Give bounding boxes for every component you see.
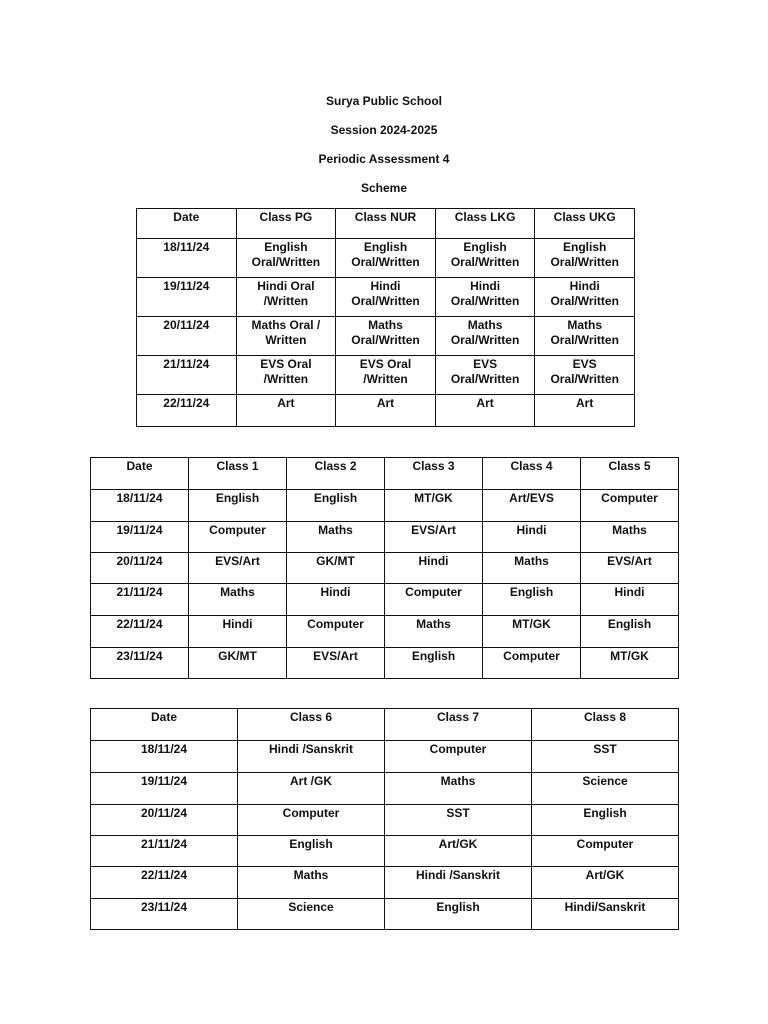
table-row [91, 805, 679, 836]
subject-cell: EVS/Art [189, 553, 287, 584]
date-cell: 22/11/24 [91, 867, 238, 899]
date-cell: 19/11/24 [91, 773, 238, 805]
subject-cell: Computer [385, 584, 483, 616]
subject-cell: Art [435, 395, 535, 427]
subject-cell: Maths [483, 553, 581, 584]
subject-cell: Hindi /Sanskrit [238, 741, 385, 773]
subject-cell: Maths [287, 522, 385, 553]
date-cell: 21/11/24 [91, 836, 238, 867]
table-row [91, 648, 679, 679]
header-row [137, 209, 635, 239]
subject-cell: Maths Oral/Written [535, 317, 635, 356]
subject-cell: Art/GK [385, 836, 532, 867]
subject-cell: Art [336, 395, 436, 427]
schedule-table-class-6-8 [90, 708, 679, 930]
subject-cell: Hindi [483, 522, 581, 553]
subject-cell: Maths [238, 867, 385, 899]
column-header: Class 5 [581, 458, 679, 490]
table-row [91, 899, 679, 930]
table-row [91, 741, 679, 773]
scheme-title: Scheme [360, 181, 408, 195]
subject-cell: EVS Oral /Written [336, 356, 436, 395]
schedule-table-preprimary [136, 208, 635, 427]
column-header: Class 3 [385, 458, 483, 490]
subject-cell: Hindi [189, 616, 287, 648]
date-cell: 23/11/24 [91, 648, 189, 679]
subject-cell: Maths [385, 773, 532, 805]
subject-cell: Art [535, 395, 635, 427]
subject-cell: Maths [385, 616, 483, 648]
date-cell: 18/11/24 [91, 490, 189, 522]
subject-cell: Computer [238, 805, 385, 836]
column-header: Class UKG [535, 209, 635, 239]
subject-cell: English Oral/Written [535, 239, 635, 278]
column-header: Class 4 [483, 458, 581, 490]
subject-cell: English [189, 490, 287, 522]
column-header: Class 7 [385, 709, 532, 741]
table-row [137, 317, 635, 356]
subject-cell: Art/GK [532, 867, 679, 899]
date-cell: 22/11/24 [91, 616, 189, 648]
subject-cell: English [581, 616, 679, 648]
table-row [91, 490, 679, 522]
subject-cell: Science [532, 773, 679, 805]
table-row [91, 616, 679, 648]
date-cell: 21/11/24 [137, 356, 237, 395]
subject-cell: Hindi Oral/Written [535, 278, 635, 317]
column-header: Date [91, 709, 238, 741]
subject-cell: Hindi [385, 553, 483, 584]
table-row [137, 239, 635, 278]
subject-cell: Hindi Oral/Written [435, 278, 535, 317]
date-cell: 18/11/24 [91, 741, 238, 773]
column-header: Class 6 [238, 709, 385, 741]
subject-cell: EVS/Art [287, 648, 385, 679]
subject-cell: EVS Oral /Written [236, 356, 336, 395]
subject-cell: Hindi [581, 584, 679, 616]
date-cell: 19/11/24 [137, 278, 237, 317]
table-row [91, 584, 679, 616]
subject-cell: Computer [581, 490, 679, 522]
subject-cell: GK/MT [189, 648, 287, 679]
subject-cell: EVS Oral/Written [535, 356, 635, 395]
schedule-table-class-1-5 [90, 457, 679, 679]
subject-cell: Maths [189, 584, 287, 616]
column-header: Class 8 [532, 709, 679, 741]
session-title: Session 2024-2025 [330, 123, 438, 137]
table-row [91, 553, 679, 584]
subject-cell: Computer [287, 616, 385, 648]
subject-cell: MT/GK [581, 648, 679, 679]
subject-cell: English Oral/Written [336, 239, 436, 278]
school-name: Surya Public School [325, 94, 443, 108]
subject-cell: EVS/Art [581, 553, 679, 584]
date-cell: 21/11/24 [91, 584, 189, 616]
table-row [137, 356, 635, 395]
subject-cell: Science [238, 899, 385, 930]
subject-cell: Computer [385, 741, 532, 773]
date-cell: 22/11/24 [137, 395, 237, 427]
subject-cell: SST [532, 741, 679, 773]
subject-cell: English [385, 899, 532, 930]
subject-cell: Hindi /Sanskrit [385, 867, 532, 899]
date-cell: 20/11/24 [91, 553, 189, 584]
table-row [91, 773, 679, 805]
table-row [91, 522, 679, 553]
subject-cell: Maths Oral/Written [435, 317, 535, 356]
header-row [91, 709, 679, 741]
subject-cell: English [483, 584, 581, 616]
subject-cell: SST [385, 805, 532, 836]
subject-cell: English [287, 490, 385, 522]
subject-cell: Art/EVS [483, 490, 581, 522]
subject-cell: Maths Oral/Written [336, 317, 436, 356]
subject-cell: Computer [483, 648, 581, 679]
table-row [91, 867, 679, 899]
column-header: Class 1 [189, 458, 287, 490]
subject-cell: EVS Oral/Written [435, 356, 535, 395]
subject-cell: Hindi/Sanskrit [532, 899, 679, 930]
column-header: Class PG [236, 209, 336, 239]
subject-cell: English [532, 805, 679, 836]
date-cell: 20/11/24 [91, 805, 238, 836]
table-row [137, 395, 635, 427]
subject-cell: Maths Oral / Written [236, 317, 336, 356]
table-row [137, 278, 635, 317]
subject-cell: English Oral/Written [435, 239, 535, 278]
table-row [91, 836, 679, 867]
column-header: Date [137, 209, 237, 239]
date-cell: 18/11/24 [137, 239, 237, 278]
column-header: Class 2 [287, 458, 385, 490]
subject-cell: Art [236, 395, 336, 427]
subject-cell: Maths [581, 522, 679, 553]
date-cell: 19/11/24 [91, 522, 189, 553]
subject-cell: Art /GK [238, 773, 385, 805]
subject-cell: English Oral/Written [236, 239, 336, 278]
date-cell: 20/11/24 [137, 317, 237, 356]
column-header: Class LKG [435, 209, 535, 239]
date-cell: 23/11/24 [91, 899, 238, 930]
subject-cell: MT/GK [483, 616, 581, 648]
subject-cell: EVS/Art [385, 522, 483, 553]
assessment-title: Periodic Assessment 4 [318, 152, 450, 166]
subject-cell: Computer [189, 522, 287, 553]
subject-cell: GK/MT [287, 553, 385, 584]
subject-cell: Hindi Oral/Written [336, 278, 436, 317]
subject-cell: MT/GK [385, 490, 483, 522]
subject-cell: Hindi [287, 584, 385, 616]
subject-cell: Hindi Oral /Written [236, 278, 336, 317]
column-header: Date [91, 458, 189, 490]
subject-cell: English [385, 648, 483, 679]
subject-cell: Computer [532, 836, 679, 867]
header-row [91, 458, 679, 490]
subject-cell: English [238, 836, 385, 867]
column-header: Class NUR [336, 209, 436, 239]
